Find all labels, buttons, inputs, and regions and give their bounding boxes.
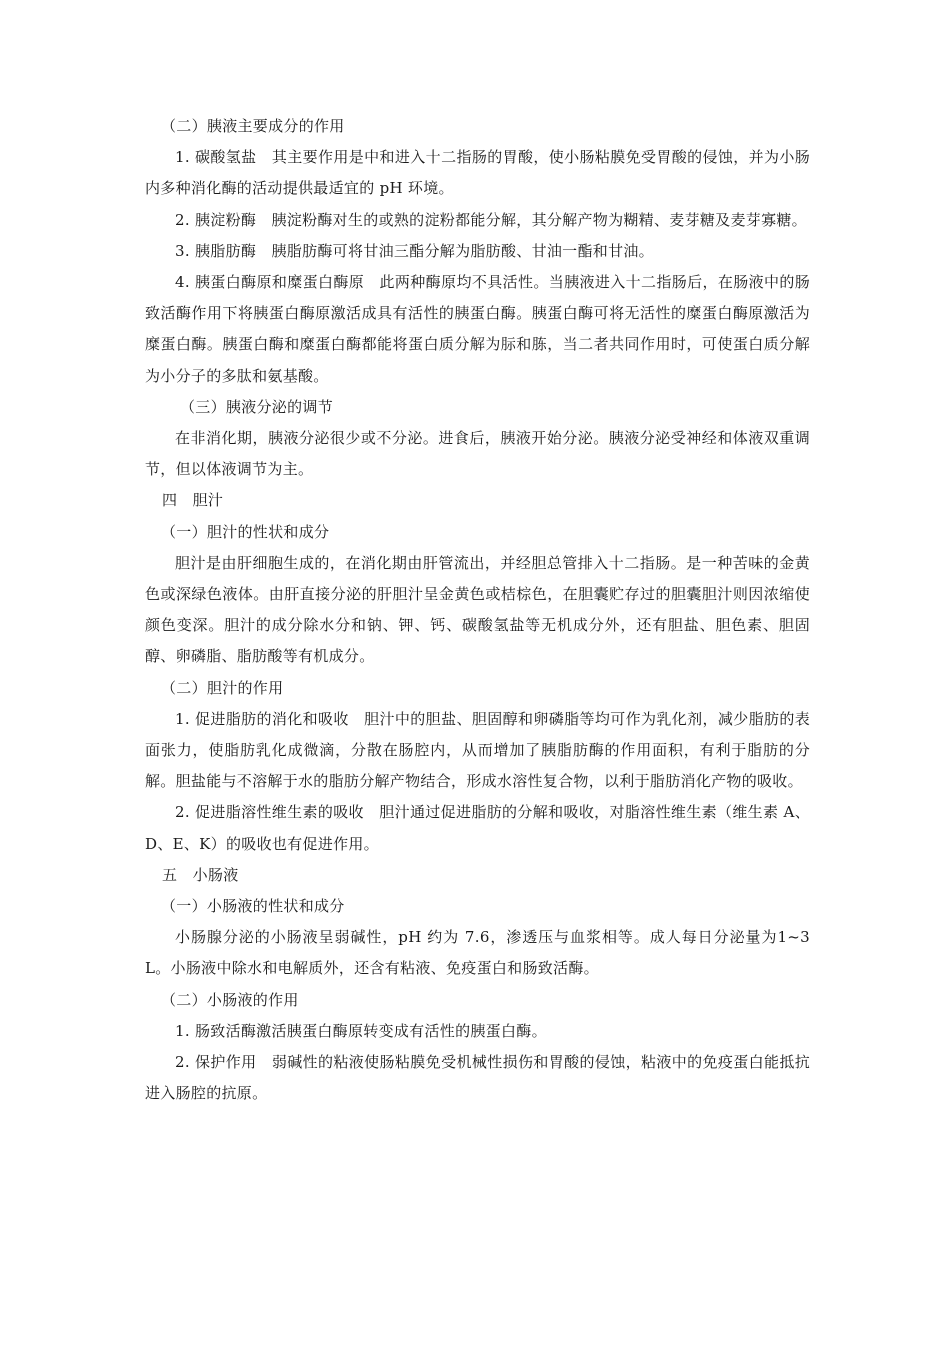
paragraph-fat-digestion: 1. 促进脂肪的消化和吸收 胆汁中的胆盐、胆固醇和卵磷脂等均可作为乳化剂，减少脂肪的表面张力，使脂肪乳化成微滴，分散在肠腔内，从而增加了胰脂肪酶的作用面积，有利于脂肪的分解。胆盐能与不溶解于水的脂肪分解产物结合，形成水溶性复合物，以利于脂肪消化产物的吸收。 [145,709,810,791]
paragraph-vitamin-absorption: 2. 促进脂溶性维生素的吸收 胆汁通过促进脂肪的分解和吸收，对脂溶性维生素（维生素 A、D、E、K）的吸收也有促进作用。 [145,803,810,853]
paragraph-protection: 2. 保护作用 弱碱性的粘液使肠粘膜免受机械性损伤和胃酸的侵蚀，粘液中的免疫蛋白能抵抗进入肠腔的抗原。 [145,1053,810,1103]
section-heading-bile-function: （二）胆汁的作用 [161,678,284,697]
document-body [145,111,810,1110]
chapter-heading-bile: 四 胆汁 [162,491,224,510]
section-heading-intestinal-properties: （一）小肠液的性状和成分 [161,897,345,916]
chapter-heading-intestinal-juice: 五 小肠液 [162,865,239,884]
paragraph-pancreatic-amylase: 2. 胰淀粉酶 胰淀粉酶对生的或熟的淀粉都能分解，其分解产物为糊精、麦芽糖及麦芽寡糖。 [175,210,807,229]
section-heading-pancreatic-regulation: （三）胰液分泌的调节 [180,397,334,416]
section-heading-pancreatic-components: （二）胰液主要成分的作用 [161,117,345,135]
paragraph-intestinal-properties: 小肠腺分泌的小肠液呈弱碱性，pH 约为 7.6，渗透压与血浆相等。成人每日分泌量为1~3L。小肠液中除水和电解质外，还含有粘液、免疫蛋白和肠致活酶。 [145,928,810,978]
paragraph-enterokinase: 1. 肠致活酶激活胰蛋白酶原转变成有活性的胰蛋白酶。 [175,1021,547,1040]
paragraph-trypsinogen: 4. 胰蛋白酶原和糜蛋白酶原 此两种酶原均不具活性。当胰液进入十二指肠后，在肠液中的肠致活酶作用下将胰蛋白酶原激活成具有活性的胰蛋白酶。胰蛋白酶可将无活性的糜蛋白酶原激活为糜蛋白酶。胰蛋白酶和糜蛋白酶都能将蛋白质分解为䏡和胨，当二者共同作用时，可使蛋白质分解为小分子的多肽和氨基酸。 [145,273,810,385]
section-heading-bile-properties: （一）胆汁的性状和成分 [161,522,330,541]
paragraph-bicarbonate: 1. 碳酸氢盐 其主要作用是中和进入十二指肠的胃酸，使小肠粘膜免受胃酸的侵蚀，并为小肠内多种消化酶的活动提供最适宜的 pH 环境。 [145,148,810,198]
paragraph-bile-properties: 胆汁是由肝细胞生成的，在消化期由肝管流出，并经胆总管排入十二指肠。是一种苦味的金黄色或深绿色液体。由肝直接分泌的肝胆汁呈金黄色或桔棕色，在胆囊贮存过的胆囊胆汁则因浓缩使颜色变深。胆汁的成分除水分和钠、钾、钙、碳酸氢盐等无机成分外，还有胆盐、胆色素、胆固醇、卵磷脂、脂肪酸等有机成分。 [145,553,810,666]
paragraph-pancreatic-regulation: 在非消化期，胰液分泌很少或不分泌。进食后，胰液开始分泌。胰液分泌受神经和体液双重调节，但以体液调节为主。 [145,429,810,479]
section-heading-intestinal-function: （二）小肠液的作用 [161,990,299,1009]
paragraph-pancreatic-lipase: 3. 胰脂肪酶 胰脂肪酶可将甘油三酯分解为脂肪酸、甘油一酯和甘油。 [175,241,654,260]
